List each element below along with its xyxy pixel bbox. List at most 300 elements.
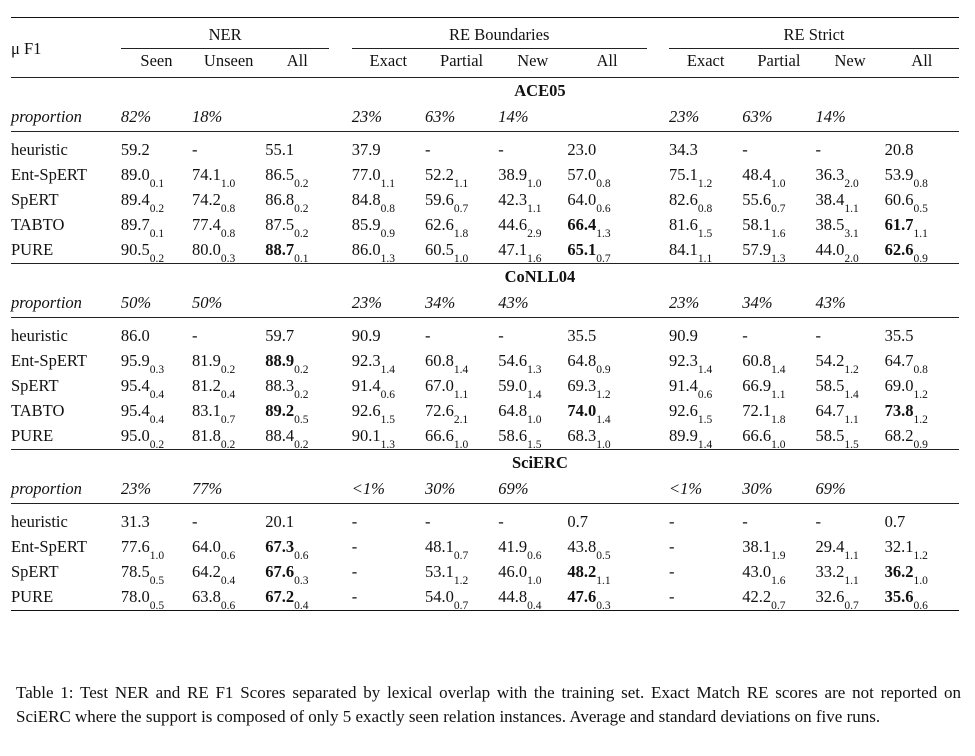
proportion-cell: 50% <box>192 293 223 313</box>
score-value: 0.7 <box>884 512 906 532</box>
score-cell <box>121 585 192 611</box>
score-value: 73.8 <box>884 401 914 421</box>
score-value: 43.0 <box>742 562 772 582</box>
score-value: 66.9 <box>742 376 772 396</box>
score-value: 58.5 <box>815 426 845 446</box>
column-header: Seen <box>140 50 173 70</box>
score-value: 64.0 <box>567 190 597 210</box>
score-std: 1.2 <box>697 178 713 191</box>
score-value: - <box>192 140 198 160</box>
model-name: PURE <box>11 426 54 446</box>
score-value: 92.3 <box>351 351 381 371</box>
score-value: 89.0 <box>120 165 150 185</box>
score-cell <box>424 188 498 216</box>
score-std: 1.4 <box>844 389 859 402</box>
score-value: 68.2 <box>884 426 914 446</box>
proportion-cell: <1% <box>351 479 385 499</box>
score-cell <box>192 138 265 163</box>
proportion-cell: 23% <box>669 293 700 313</box>
score-value: 59.2 <box>120 140 150 160</box>
score-value: 90.1 <box>351 426 381 446</box>
score-cell <box>567 424 646 450</box>
score-value: 53.1 <box>424 562 454 582</box>
score-value: 86.5 <box>265 165 295 185</box>
score-cell <box>424 399 498 427</box>
score-value: 60.8 <box>424 351 454 371</box>
proportion-cell: 43% <box>815 293 846 313</box>
score-std: 1.1 <box>844 203 859 216</box>
score-value: 87.5 <box>265 215 295 235</box>
score-std: 1.1 <box>527 203 542 216</box>
score-cell <box>567 374 646 402</box>
score-std: 1.0 <box>220 178 236 191</box>
score-cell <box>265 585 329 611</box>
proportion-cell: 34% <box>742 293 773 313</box>
score-cell <box>742 399 815 427</box>
score-value: 74.2 <box>192 190 221 210</box>
score-value: 75.1 <box>669 165 698 185</box>
score-std: 1.8 <box>453 228 469 241</box>
score-std: 0.4 <box>149 414 165 427</box>
score-cell <box>424 535 498 563</box>
score-value: 67.2 <box>265 587 295 607</box>
score-cell <box>567 213 646 241</box>
score-std: 0.9 <box>596 364 611 377</box>
score-value: - <box>669 537 675 557</box>
score-value: 82.6 <box>669 190 698 210</box>
score-std: 0.8 <box>380 203 395 216</box>
table-row <box>11 188 959 213</box>
score-value: - <box>424 512 431 532</box>
score-value: 88.9 <box>265 351 295 371</box>
score-cell <box>742 349 815 377</box>
score-std: 0.2 <box>294 203 309 216</box>
score-std: 0.2 <box>294 178 309 191</box>
score-value: 47.6 <box>567 587 597 607</box>
score-value: 88.4 <box>265 426 295 446</box>
score-cell <box>816 585 885 611</box>
score-value: - <box>815 512 822 532</box>
score-value: 91.4 <box>351 376 381 396</box>
score-std: 0.1 <box>149 178 165 191</box>
proportion-cell: 23% <box>351 107 382 127</box>
proportion-cell <box>567 290 646 318</box>
score-std: 1.4 <box>697 364 713 377</box>
score-value: - <box>815 326 822 346</box>
score-cell <box>885 238 959 264</box>
table-row <box>11 163 959 188</box>
score-std: 0.6 <box>913 600 928 613</box>
score-cell <box>425 138 498 163</box>
score-value: 78.0 <box>120 587 150 607</box>
table-row <box>11 585 959 611</box>
score-cell <box>192 349 265 377</box>
score-std: 1.4 <box>380 364 395 377</box>
score-value: 35.5 <box>567 326 597 346</box>
score-std: 1.0 <box>527 178 542 191</box>
score-std: 0.4 <box>220 575 236 588</box>
score-value: 86.0 <box>351 240 381 260</box>
score-value: 43.8 <box>567 537 597 557</box>
score-cell <box>424 349 498 377</box>
score-std: 1.1 <box>771 389 786 402</box>
score-cell <box>120 188 192 216</box>
group-header-re-boundaries: RE Boundaries <box>352 18 647 49</box>
score-value: 53.9 <box>884 165 914 185</box>
score-cell <box>265 560 329 588</box>
column-header: Partial <box>757 50 801 70</box>
score-cell <box>885 585 959 611</box>
score-std: 1.3 <box>380 439 395 452</box>
column-header: All <box>286 50 308 70</box>
score-std: 0.3 <box>596 600 611 613</box>
score-std: 0.9 <box>913 439 928 452</box>
score-std: 1.5 <box>697 414 713 427</box>
score-value: 0.7 <box>567 512 588 532</box>
score-std: 1.0 <box>913 575 928 588</box>
score-std: 1.1 <box>380 178 395 191</box>
score-value: 64.0 <box>192 537 221 557</box>
proportion-cell: 23% <box>351 293 382 313</box>
score-cell <box>669 324 742 349</box>
proportion-cell: 30% <box>742 479 773 499</box>
score-cell <box>884 374 959 402</box>
score-cell <box>884 163 959 191</box>
score-value: 38.4 <box>815 190 845 210</box>
score-value: 67.0 <box>424 376 454 396</box>
score-cell <box>265 163 329 191</box>
score-value: 90.9 <box>351 326 381 346</box>
score-std: 0.7 <box>453 600 469 613</box>
score-std: 1.6 <box>771 228 786 241</box>
score-value: 92.6 <box>351 401 381 421</box>
score-value: 90.5 <box>120 240 150 260</box>
score-std: 1.0 <box>453 439 469 452</box>
score-std: 0.3 <box>220 253 236 266</box>
model-name: heuristic <box>11 140 68 160</box>
score-value: 55.1 <box>265 140 295 160</box>
column-header: All <box>911 50 933 70</box>
table-row <box>11 213 959 238</box>
model-name: Ent-SpERT <box>11 351 88 371</box>
score-cell <box>498 560 567 588</box>
model-name: Ent-SpERT <box>11 165 88 185</box>
score-value: - <box>351 537 358 557</box>
score-std: 0.8 <box>697 203 713 216</box>
score-std: 0.5 <box>149 575 165 588</box>
table-row <box>11 510 959 535</box>
score-value: 35.6 <box>884 587 914 607</box>
score-std: 0.8 <box>220 228 236 241</box>
score-cell <box>192 163 265 191</box>
score-cell <box>121 324 192 349</box>
score-cell <box>424 374 498 402</box>
score-value: 44.0 <box>815 240 845 260</box>
score-cell <box>498 238 567 264</box>
metric-label: μ F1 <box>11 18 121 78</box>
score-value: 58.1 <box>742 215 772 235</box>
score-cell <box>352 535 425 560</box>
score-value: 58.5 <box>815 376 845 396</box>
score-cell <box>351 349 425 377</box>
score-cell <box>816 424 885 450</box>
score-value: 58.6 <box>498 426 528 446</box>
score-cell <box>192 324 265 349</box>
table-row <box>11 324 959 349</box>
score-value: 66.6 <box>742 426 772 446</box>
score-cell <box>265 374 329 402</box>
score-cell <box>498 374 567 402</box>
score-cell <box>192 560 265 588</box>
score-value: 64.2 <box>192 562 221 582</box>
score-value: 36.3 <box>815 165 845 185</box>
score-value: 23.0 <box>567 140 597 160</box>
proportion-row <box>11 476 959 504</box>
score-cell <box>192 188 265 216</box>
score-cell <box>121 138 192 163</box>
proportion-cell: 18% <box>192 107 223 127</box>
score-cell <box>567 324 646 349</box>
score-value: 52.2 <box>424 165 454 185</box>
score-cell <box>669 138 742 163</box>
dataset-name: ACE05 <box>121 78 959 105</box>
score-std: 0.7 <box>596 253 611 266</box>
score-value: 64.7 <box>884 351 914 371</box>
table-caption: Table 1: Test NER and RE F1 Scores separated by lexical overlap with the training set. Exact Match RE scores are not reported on SciERC where the support is composed of only 5 exactly seen relation instances. Average and standard deviations on five runs. <box>16 683 961 726</box>
table-row <box>11 374 959 399</box>
score-std: 0.1 <box>294 253 309 266</box>
group-header-re-strict: RE Strict <box>669 18 959 49</box>
score-cell <box>265 188 329 216</box>
score-std: 2.0 <box>844 253 859 266</box>
score-std: 1.4 <box>771 364 786 377</box>
score-value: 85.9 <box>351 215 381 235</box>
score-std: 0.7 <box>844 600 859 613</box>
score-cell <box>352 324 425 349</box>
score-cell <box>816 138 885 163</box>
score-cell <box>742 510 815 535</box>
score-cell <box>815 163 885 191</box>
score-cell <box>567 585 646 611</box>
score-cell <box>192 510 265 535</box>
score-value: - <box>424 140 431 160</box>
proportion-cell: 50% <box>120 293 152 313</box>
score-cell <box>815 213 885 241</box>
score-std: 1.5 <box>527 439 542 452</box>
score-cell <box>120 213 192 241</box>
score-cell <box>669 535 742 560</box>
score-std: 1.9 <box>771 550 786 563</box>
score-value: 54.6 <box>498 351 528 371</box>
score-value: 65.1 <box>567 240 597 260</box>
score-cell <box>192 399 265 427</box>
score-cell <box>121 424 192 450</box>
score-value: 89.9 <box>669 426 698 446</box>
proportion-cell <box>885 476 959 504</box>
score-std: 1.4 <box>697 439 713 452</box>
score-value: 88.7 <box>265 240 295 260</box>
score-std: 0.6 <box>380 389 395 402</box>
score-cell <box>669 510 742 535</box>
score-std: 1.1 <box>596 575 611 588</box>
score-value: - <box>424 326 431 346</box>
score-std: 1.0 <box>771 439 786 452</box>
score-cell <box>742 238 815 264</box>
model-name: TABTO <box>11 401 65 421</box>
score-cell <box>567 510 646 535</box>
score-value: 38.5 <box>815 215 845 235</box>
score-value: 46.0 <box>498 562 528 582</box>
score-cell <box>498 324 567 349</box>
score-value: 44.6 <box>498 215 528 235</box>
table-row <box>11 399 959 424</box>
score-value: 32.6 <box>815 587 845 607</box>
score-cell <box>742 213 815 241</box>
score-value: 61.7 <box>884 215 914 235</box>
proportion-cell <box>885 290 959 318</box>
score-cell <box>120 399 192 427</box>
score-value: 88.3 <box>265 376 295 396</box>
score-std: 1.3 <box>380 253 395 266</box>
score-cell <box>498 585 567 611</box>
proportion-cell <box>265 104 329 132</box>
score-value: 86.0 <box>120 326 150 346</box>
score-value: - <box>669 587 675 607</box>
score-std: 3.1 <box>844 228 859 241</box>
score-std: 0.6 <box>596 203 611 216</box>
score-value: 84.1 <box>669 240 698 260</box>
score-value: 81.2 <box>192 376 221 396</box>
score-std: 0.3 <box>294 575 309 588</box>
score-value: 33.2 <box>815 562 845 582</box>
proportion-label: proportion <box>11 293 82 313</box>
model-name: SpERT <box>11 376 59 396</box>
score-cell <box>816 324 885 349</box>
score-value: 64.8 <box>498 401 528 421</box>
score-std: 1.3 <box>527 364 542 377</box>
score-std: 1.5 <box>844 439 859 452</box>
score-std: 1.3 <box>596 228 611 241</box>
score-cell <box>742 424 815 450</box>
score-value: 67.3 <box>265 537 295 557</box>
score-cell <box>265 324 329 349</box>
score-value: 81.9 <box>192 351 221 371</box>
score-cell <box>669 188 742 216</box>
score-value: 41.9 <box>498 537 528 557</box>
score-value: 92.3 <box>669 351 698 371</box>
score-cell <box>192 535 265 563</box>
model-name: heuristic <box>11 326 68 346</box>
score-cell <box>815 535 885 563</box>
proportion-cell: 14% <box>815 107 846 127</box>
score-std: 1.2 <box>453 575 469 588</box>
score-value: 59.0 <box>498 376 528 396</box>
score-std: 1.8 <box>771 414 786 427</box>
score-std: 0.6 <box>697 389 713 402</box>
score-cell <box>742 163 815 191</box>
proportion-cell: 34% <box>424 293 456 313</box>
score-value: 90.9 <box>669 326 698 346</box>
score-value: 20.8 <box>884 140 914 160</box>
score-cell <box>884 349 959 377</box>
score-value: 91.4 <box>669 376 698 396</box>
score-value: 42.2 <box>742 587 772 607</box>
score-value: 64.8 <box>567 351 597 371</box>
score-std: 0.2 <box>294 364 309 377</box>
proportion-cell <box>265 290 329 318</box>
score-value: - <box>742 326 748 346</box>
column-header-row <box>11 49 959 78</box>
proportion-cell <box>567 476 646 504</box>
proportion-cell: <1% <box>669 479 703 499</box>
score-std: 1.0 <box>596 439 611 452</box>
score-std: 1.2 <box>913 389 928 402</box>
table-row <box>11 560 959 585</box>
column-header: New <box>517 50 549 70</box>
score-cell <box>352 138 425 163</box>
score-value: 29.4 <box>815 537 845 557</box>
score-cell <box>815 399 885 427</box>
score-value: 80.0 <box>192 240 221 260</box>
score-value: 60.8 <box>742 351 772 371</box>
score-cell <box>815 374 885 402</box>
column-header: All <box>596 50 618 70</box>
score-cell <box>120 535 192 563</box>
score-cell <box>498 399 567 427</box>
score-cell <box>352 510 425 535</box>
score-cell <box>265 213 329 241</box>
score-cell <box>885 324 959 349</box>
score-value: 54.0 <box>424 587 454 607</box>
score-std: 0.5 <box>294 414 309 427</box>
proportion-cell: 23% <box>669 107 700 127</box>
score-cell <box>352 424 425 450</box>
proportion-cell: 63% <box>424 107 456 127</box>
proportion-cell: 43% <box>498 293 529 313</box>
score-cell <box>121 238 192 264</box>
score-cell <box>885 138 959 163</box>
score-value: - <box>498 326 504 346</box>
score-std: 0.4 <box>294 600 309 613</box>
dataset-title-row <box>11 78 959 105</box>
score-std: 0.2 <box>220 364 236 377</box>
score-std: 1.0 <box>527 575 542 588</box>
score-value: 89.7 <box>120 215 150 235</box>
score-cell <box>192 585 265 611</box>
score-cell <box>265 424 329 450</box>
score-cell <box>352 585 425 611</box>
score-value: 59.6 <box>424 190 454 210</box>
score-cell <box>424 213 498 241</box>
score-value: 74.1 <box>192 165 221 185</box>
score-cell <box>884 213 959 241</box>
score-value: - <box>742 512 748 532</box>
score-value: 62.6 <box>884 240 914 260</box>
model-name: heuristic <box>11 512 68 532</box>
score-cell <box>498 424 567 450</box>
score-std: 0.4 <box>149 389 165 402</box>
score-value: 68.3 <box>567 426 597 446</box>
score-value: 64.7 <box>815 401 845 421</box>
score-std: 1.0 <box>527 414 542 427</box>
column-header: Exact <box>369 50 408 70</box>
score-value: 86.8 <box>265 190 295 210</box>
score-value: 59.7 <box>265 326 295 346</box>
score-value: 57.0 <box>567 165 597 185</box>
score-cell <box>567 349 646 377</box>
score-value: - <box>351 587 358 607</box>
score-cell <box>498 510 567 535</box>
